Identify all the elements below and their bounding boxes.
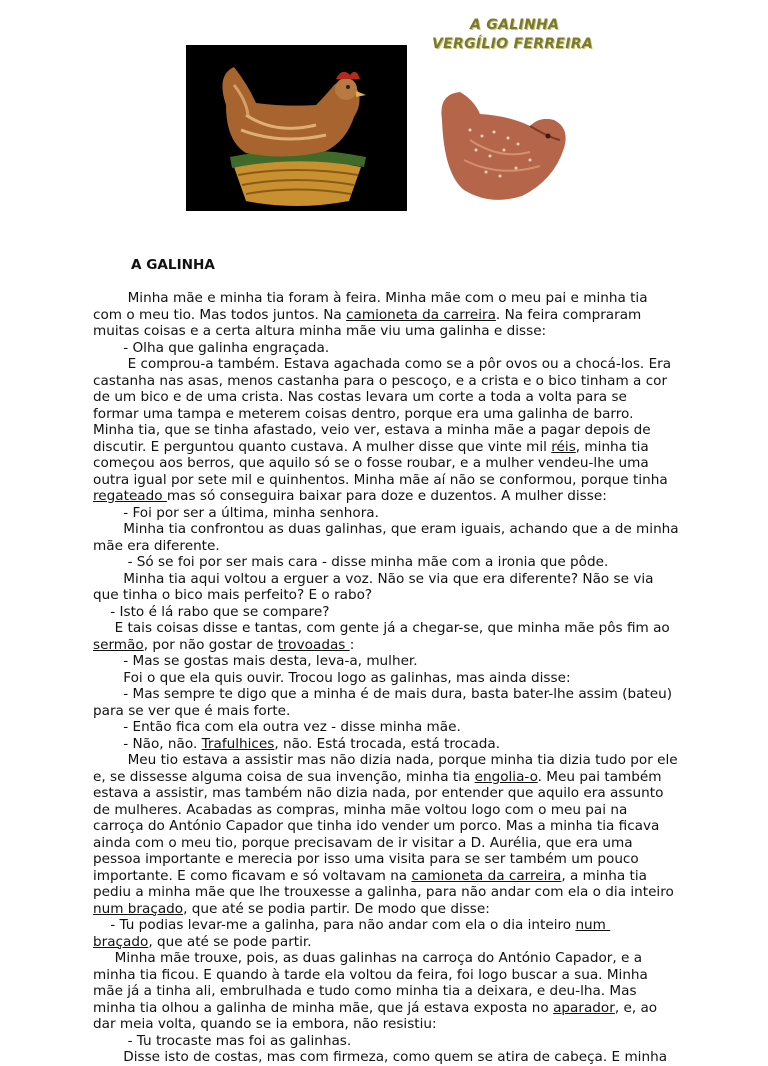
- story-line: [93, 439, 703, 456]
- story-text-run: mas só conseguira baixar para doze e duzentos. A mulher disse:: [166, 488, 607, 504]
- story-text-run: E comprou-a também. Estava agachada como se a pôr ovos ou a chocá-los. Era: [93, 356, 672, 372]
- story-text-run: - Só se foi por ser mais cara - disse minha mãe com a ironia que pôde.: [93, 554, 609, 570]
- story-line: [93, 389, 703, 406]
- story-text-run: importante. E como ficavam e só voltavam na: [93, 867, 412, 884]
- story-text-run: formar uma tampa e meterem coisas dentro, porque era uma galinha de barro.: [93, 405, 634, 422]
- story-text-run: Minha tia, que se tinha afastado, veio ver, estava a minha mãe a pagar depois de: [93, 422, 651, 438]
- story-line: [93, 1049, 703, 1066]
- story-line: [93, 686, 703, 703]
- story-text-run: , minha tia: [575, 438, 649, 455]
- story-line: [93, 323, 703, 340]
- story-text-run: , que até se podia partir. De modo que disse:: [183, 900, 490, 917]
- story-text-run: para se ver que é mais forte.: [93, 702, 291, 719]
- story-line: [93, 356, 703, 373]
- underlined-term: engolia-o: [474, 768, 538, 785]
- story-text-run: Disse isto de costas, mas com firmeza, como quem se atira de cabeça. E minha: [93, 1049, 668, 1065]
- story-line: [93, 818, 703, 835]
- story-text-run: castanha nas asas, menos castanha para o pescoço, e a crista e o bico tinham a cor: [93, 372, 668, 389]
- story-line: [93, 653, 703, 670]
- story-text-run: mãe já a tinha ali, embrulhada e tudo como minha tia a deixara, e deu-lha. Mas: [93, 983, 637, 999]
- story-line: [93, 719, 703, 736]
- story-text-run: outra igual por sete mil e quinhentos. Minha mãe aí não se conformou, porque tinha: [93, 471, 668, 488]
- story-text-run: - Isto é lá rabo que se compare?: [93, 603, 330, 620]
- underlined-term: aparador: [553, 999, 615, 1016]
- story-text-run: pessoa importante e merecia por isso uma visita para se ser também um pouco: [93, 851, 639, 867]
- story-line: [93, 785, 703, 802]
- story-heading: A GALINHA: [131, 257, 215, 273]
- story-line: [93, 967, 703, 984]
- story-text-run: Foi o que ela quis ouvir. Trocou logo as galinhas, mas ainda disse:: [93, 669, 571, 686]
- story-text-run: Minha mãe trouxe, pois, as duas galinhas na carroça do António Capador, e a: [93, 950, 643, 966]
- story-text-run: Minha tia aqui voltou a erguer a voz. Não se via que era diferente? Não se via: [93, 570, 654, 587]
- story-line: [93, 620, 703, 637]
- story-line: [93, 752, 703, 769]
- underlined-term: trovoadas: [277, 636, 350, 653]
- story-text-run: com o meu tio. Mas todos juntos. Na: [93, 306, 347, 323]
- story-text-run: Meu tio estava a assistir mas não dizia nada, porque minha tia dizia tudo por ele: [93, 752, 678, 768]
- story-line: [93, 571, 703, 588]
- story-text: [93, 224, 703, 1066]
- story-text-run: . Meu pai também: [537, 768, 662, 785]
- story-text-run: - Mas sempre te digo que a minha é de mais dura, basta bater-lhe assim (bateu): [93, 686, 673, 702]
- story-text-run: - Não, não.: [93, 735, 202, 752]
- story-line: [93, 538, 703, 555]
- story-line: [93, 637, 703, 654]
- underlined-term: sermão: [93, 636, 144, 653]
- story-line: [93, 340, 703, 357]
- story-line: [93, 505, 703, 522]
- story-text-run: - Então fica com ela outra vez - disse minha mãe.: [93, 719, 461, 735]
- story-text-run: , por não gostar de: [143, 636, 278, 653]
- header-author-line: VERGÍLIO FERREIRA: [432, 36, 593, 52]
- story-text-run: minha tia ficou. E quando à tarde ela voltou da feira, foi logo buscar a sua. Minha: [93, 966, 648, 983]
- story-text-run: - Tu trocaste mas foi as galinhas.: [93, 1032, 352, 1049]
- story-text-run: e, se dissesse alguma coisa de sua invenção, minha tia: [93, 768, 475, 785]
- story-text-run: Minha tia confrontou as duas galinhas, que eram iguais, achando que a de minha: [93, 521, 679, 537]
- story-text-run: . Na feira compraram: [495, 306, 642, 323]
- story-text-run: carroça do António Capador que tinha ido vender um porco. Mas a minha tia ficava: [93, 818, 660, 834]
- story-line: [93, 868, 703, 885]
- story-text-run: , não. Está trocada, está trocada.: [274, 735, 501, 752]
- story-line: [93, 901, 703, 918]
- story-text-run: mãe era diferente.: [93, 537, 220, 554]
- story-line: [93, 884, 703, 901]
- underlined-term: regateado: [93, 488, 167, 504]
- story-line: [93, 373, 703, 390]
- story-text-run: ainda com o meu tio, porque precisavam de ir visitar a D. Aurélia, que era uma: [93, 834, 633, 851]
- underlined-term: camioneta da carreira: [411, 867, 562, 884]
- story-line: [93, 670, 703, 687]
- story-text-run: discutir. E perguntou quanto custava. A mulher disse que vinte mil: [93, 438, 552, 455]
- story-text-run: , que até se pode partir.: [148, 933, 312, 950]
- story-line: [93, 917, 703, 934]
- story-line: [93, 488, 703, 505]
- story-text-run: - Mas se gostas mais desta, leva-a, mulher.: [93, 653, 418, 669]
- header-title: [432, 16, 612, 54]
- underlined-term: num: [575, 917, 611, 933]
- story-line: [93, 1016, 703, 1033]
- underlined-term: camioneta da carreira: [346, 306, 496, 323]
- story-line: [93, 1033, 703, 1050]
- story-text-run: Minha mãe e minha tia foram à feira. Minha mãe com o meu pai e minha tia: [93, 290, 648, 306]
- underlined-term: Trafulhices: [201, 735, 275, 752]
- underlined-term: num braçado: [93, 900, 184, 917]
- story-text-run: estava a assistir, mas também não dizia nada, por entender que aquilo era assunto: [93, 785, 664, 801]
- story-line: [93, 736, 703, 753]
- story-text-run: dar meia volta, quando se ia embora, não resistiu:: [93, 1016, 437, 1032]
- story-line: [93, 472, 703, 489]
- story-line: [93, 406, 703, 423]
- story-text-run: muitas coisas e a certa altura minha mãe viu uma galinha e disse:: [93, 323, 547, 339]
- story-line: [93, 290, 703, 307]
- story-line: [93, 455, 703, 472]
- story-text-run: , e, ao: [614, 999, 658, 1016]
- story-text-run: :: [349, 636, 355, 653]
- story-text-run: , a minha tia: [561, 867, 647, 884]
- story-line: [93, 604, 703, 621]
- story-line: [93, 1000, 703, 1017]
- story-line: [93, 835, 703, 852]
- story-text-run: - Olha que galinha engraçada.: [93, 339, 330, 356]
- story-text-run: que tinha o bico mais perfeito? E o rabo?: [93, 587, 373, 603]
- story-text-run: começou aos berros, que aquilo só se o fosse roubar, e a mulher vendeu-lhe uma: [93, 455, 649, 471]
- story-text-run: de mulheres. Acabadas as compras, minha mãe voltou logo com o meu pai na: [93, 801, 628, 818]
- underlined-term: braçado: [93, 933, 149, 950]
- clay-hen-figure-photo: [430, 80, 580, 210]
- story-text-run: - Foi por ser a última, minha senhora.: [93, 504, 379, 521]
- story-line: [93, 851, 703, 868]
- story-text-run: - Tu podias levar-me a galinha, para não andar com ela o dia inteiro: [93, 917, 576, 933]
- header-title-line1: A GALINHA: [470, 17, 560, 33]
- ceramic-hen-tureen-photo: [186, 45, 407, 211]
- story-line: [93, 554, 703, 571]
- story-line: [93, 802, 703, 819]
- story-line: [93, 307, 703, 324]
- story-text-run: pediu a minha mãe que lhe trouxesse a galinha, para não andar com ela o dia inteiro: [93, 884, 674, 900]
- story-line: [93, 422, 703, 439]
- story-line: [93, 769, 703, 786]
- story-text-run: de um bico e de uma crista. Nas costas levara um corte a toda a volta para se: [93, 389, 627, 405]
- underlined-term: réis: [551, 438, 576, 455]
- story-line: [93, 983, 703, 1000]
- story-line: [93, 950, 703, 967]
- story-line: [93, 521, 703, 538]
- story-line: [93, 703, 703, 720]
- story-line: [93, 587, 703, 604]
- story-text-run: minha tia olhou a galinha de minha mãe, que já estava exposta no: [93, 999, 554, 1016]
- story-text-run: E tais coisas disse e tantas, com gente já a chegar-se, que minha mãe pôs fim ao: [93, 620, 670, 636]
- story-line: [93, 934, 703, 951]
